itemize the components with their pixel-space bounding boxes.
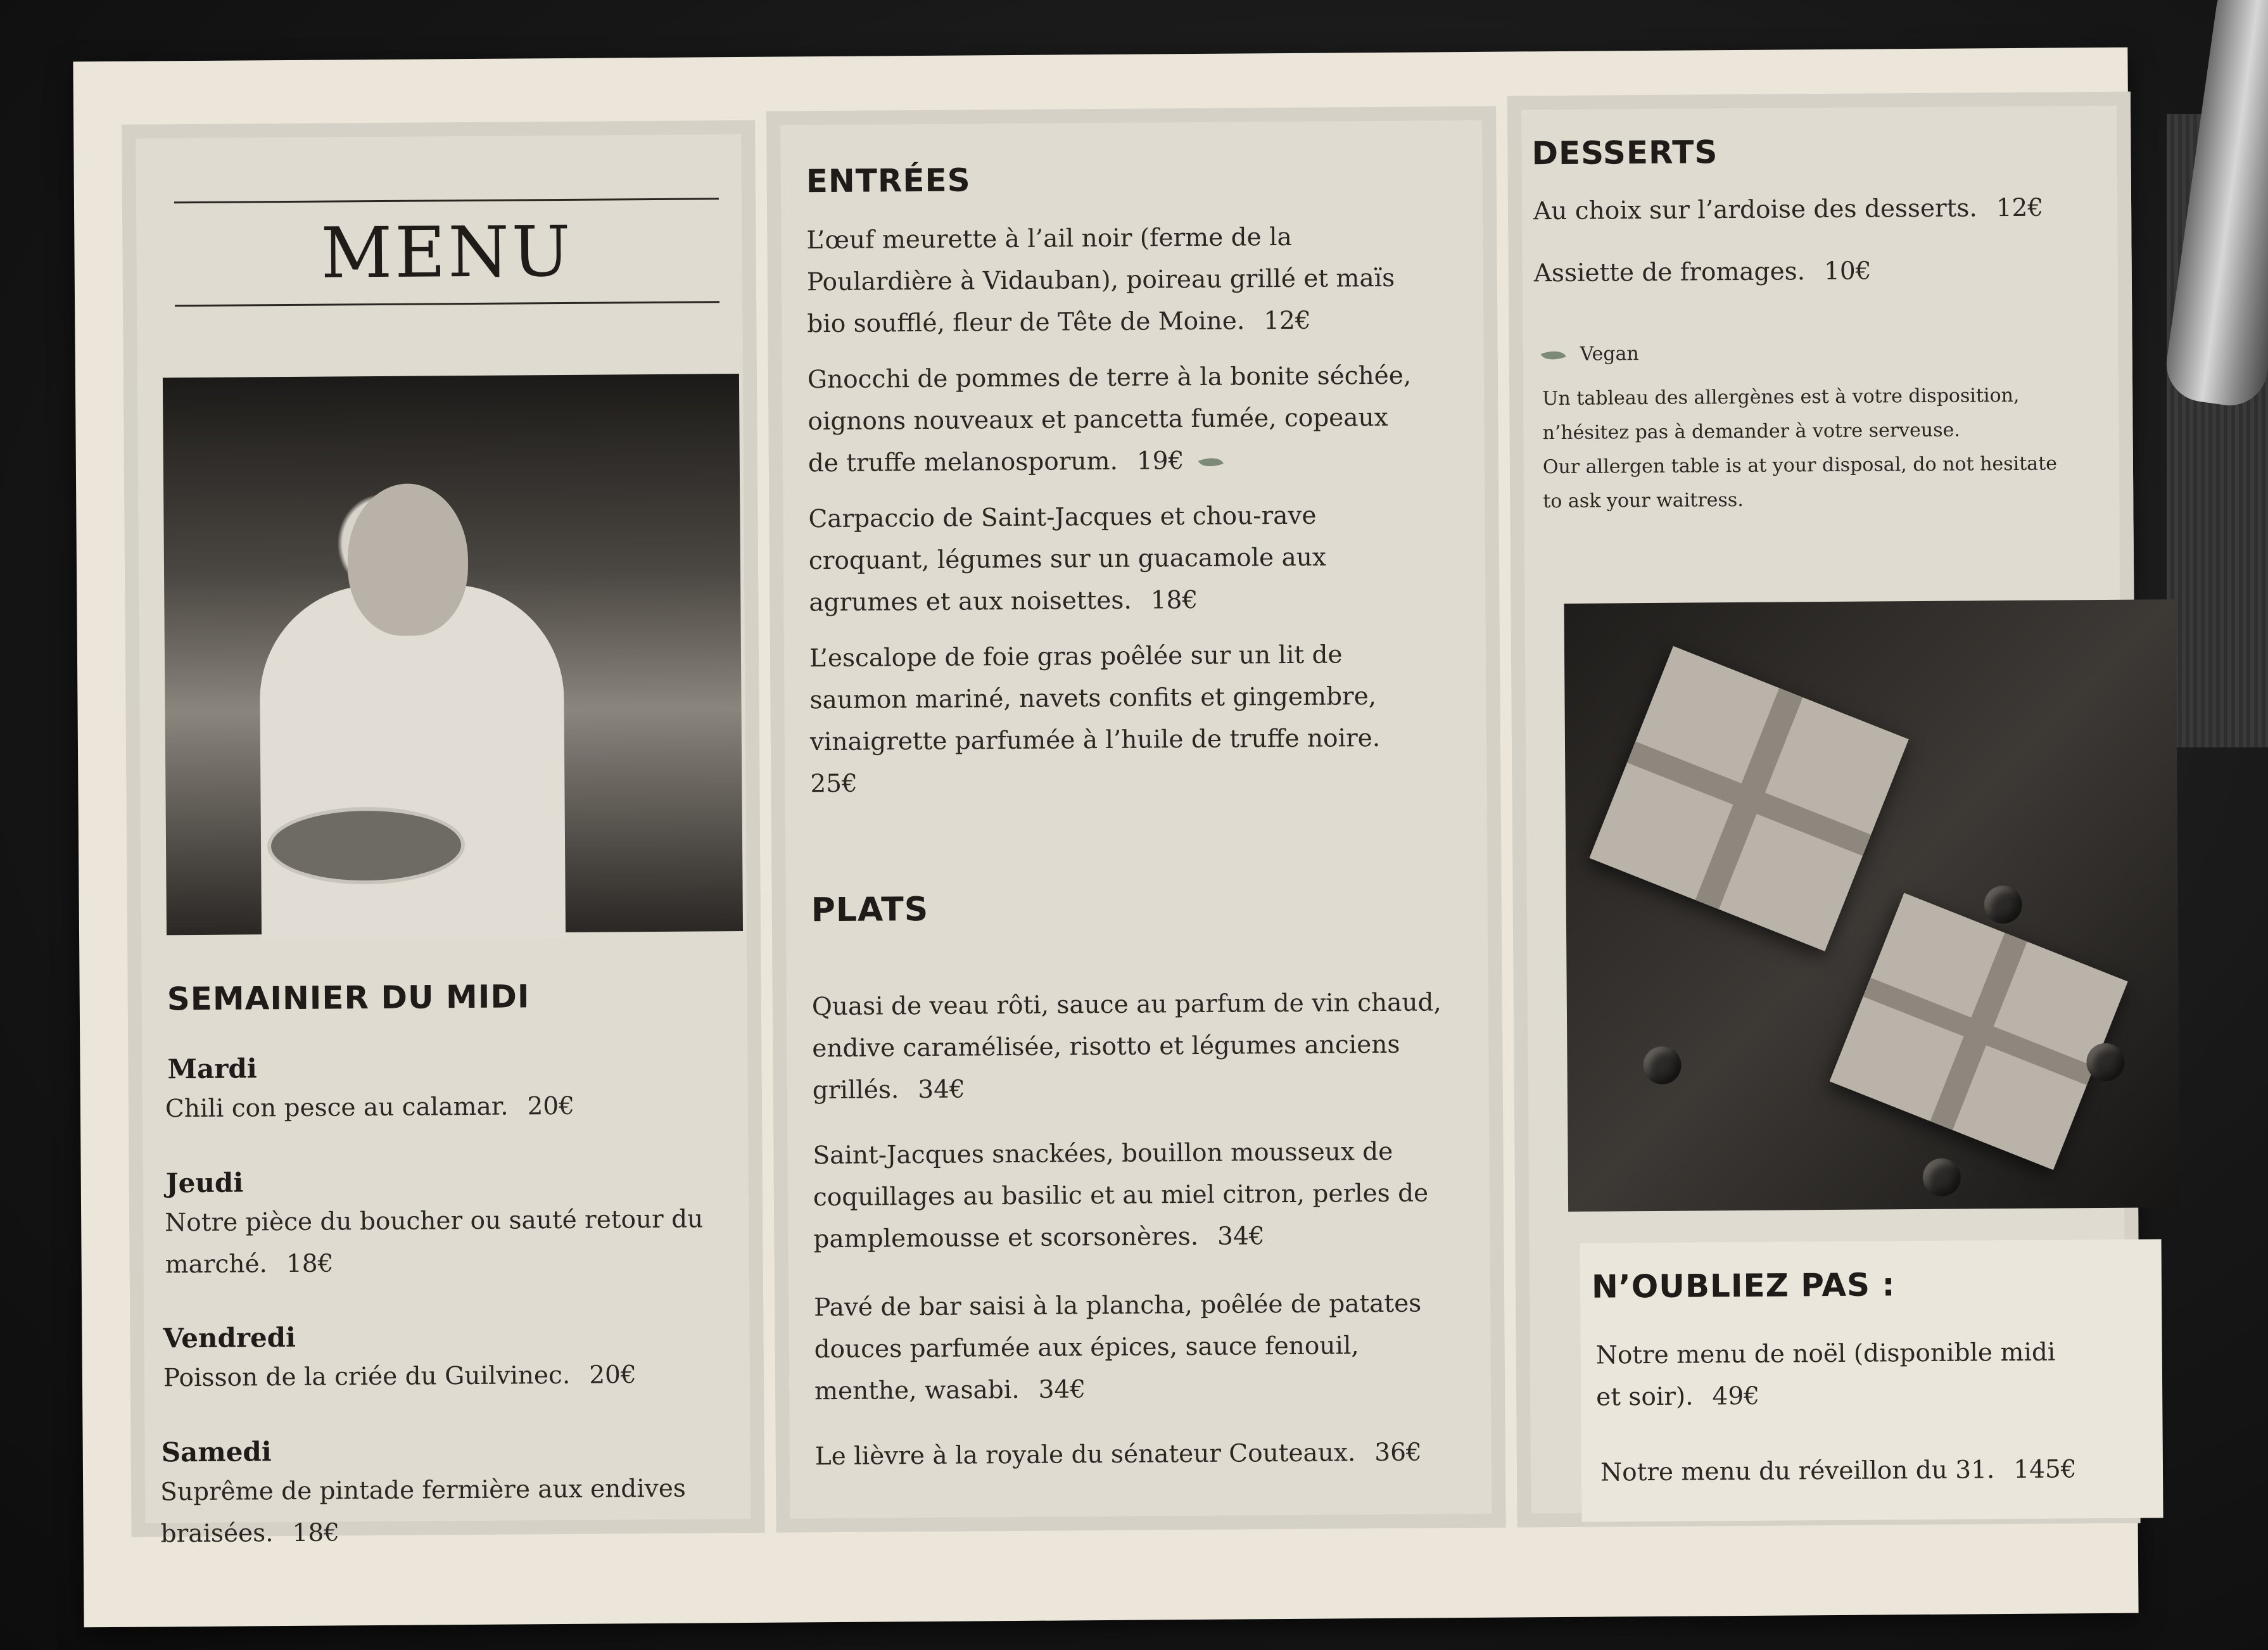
dish-price: 25€	[810, 769, 858, 799]
ornament	[2086, 1043, 2124, 1081]
entree-item: L’escalope de foie gras poêlée sur un lit de saumon mariné, navets confits et gingembre, vinaigrette parfumée à l’huile de truffe noire. 25€	[809, 640, 1381, 799]
dish-price: 34€	[918, 1075, 965, 1105]
dish-price: 145€	[2013, 1455, 2077, 1485]
middle-column	[766, 106, 1506, 1533]
gift-box	[1589, 646, 1908, 951]
reminder-title: N’OUBLIEZ PAS :	[1591, 1266, 1896, 1305]
vegan-leaf-icon	[1541, 346, 1566, 364]
dish-price: 12€	[1996, 193, 2044, 223]
dessert-item: Assiette de fromages. 10€	[1533, 257, 1872, 288]
day-dish: Notre pièce du boucher ou sauté retour du marché. 18€	[165, 1205, 704, 1279]
day-label: Vendredi	[163, 1321, 296, 1354]
vegan-legend: Vegan	[1542, 337, 1639, 372]
menu-sheet	[73, 48, 2138, 1628]
dish-price: 20€	[589, 1361, 637, 1390]
chef-body	[259, 584, 566, 941]
dish-price: 36€	[1374, 1438, 1422, 1468]
ornament	[1923, 1158, 1961, 1196]
gift-box	[1830, 893, 2128, 1170]
dish-price: 18€	[286, 1249, 334, 1279]
semainier-title: SEMAINIER DU MIDI	[167, 978, 530, 1018]
chef-photo	[163, 374, 743, 935]
day-dish: Poisson de la criée du Guilvinec. 20€	[163, 1361, 637, 1393]
dish-price: 34€	[1217, 1222, 1265, 1251]
chef-head	[347, 483, 469, 636]
day-dish: Suprême de pintade fermière aux endives braisées. 18€	[160, 1474, 687, 1549]
day-dish: Chili con pesce au calamar. 20€	[165, 1091, 575, 1124]
day-label: Jeudi	[165, 1167, 244, 1199]
desserts-title: DESSERTS	[1531, 134, 1718, 172]
reminder-item: Notre menu de noël (disponible midi et soir). 49€	[1595, 1338, 2056, 1412]
allergen-notice: Un tableau des allergènes est à votre disposition, n’hésitez pas à demander à votre serveuse. Our allergen table is at your disposal, do not hesitate to ask your waitress.	[1542, 384, 2058, 513]
plat-item: Quasi de veau rôti, sauce au parfum de vin chaud, endive caramélisée, risotto et légumes anciens grillés. 34€	[811, 988, 1442, 1105]
plat-item: Pavé de bar saisi à la plancha, poêlée de patates douces parfumée aux épices, sauce fenouil, menthe, wasabi. 34€	[814, 1289, 1422, 1406]
reminder-item: Notre menu du réveillon du 31. 145€	[1600, 1455, 2077, 1487]
dish-price: 49€	[1712, 1381, 1760, 1411]
entree-item: L’œuf meurette à l’ail noir (ferme de la Poulardière à Vidauban), poireau grillé et maïs bio soufflé, fleur de Tête de Moine. 12€	[806, 222, 1395, 339]
plat-item: Le lièvre à la royale du sénateur Couteaux. 36€	[814, 1438, 1422, 1471]
right-column	[1507, 92, 2141, 1528]
day-label: Mardi	[167, 1053, 257, 1085]
menu-title: MENU	[320, 210, 573, 294]
dish-price: 18€	[1150, 585, 1198, 615]
menu-title-box	[174, 198, 719, 307]
dish-price: 20€	[527, 1091, 575, 1121]
ornament	[1984, 885, 2022, 923]
plats-title: PLATS	[811, 890, 929, 930]
dish-price: 34€	[1038, 1375, 1086, 1404]
dessert-item: Au choix sur l’ardoise des desserts. 12€	[1533, 193, 2044, 226]
dish-price: 19€	[1136, 447, 1184, 476]
reminder-box	[1580, 1239, 2163, 1521]
dish-price: 18€	[292, 1518, 340, 1547]
vegan-leaf-icon	[1198, 453, 1223, 471]
entree-item: Gnocchi de pommes de terre à la bonite séchée, oignons nouveaux et pancetta fumée, copeaux de truffe melanosporum. 19€	[807, 361, 1412, 478]
dish-price: 12€	[1264, 306, 1311, 336]
entrees-title: ENTRÉES	[806, 162, 971, 200]
entree-item: Carpaccio de Saint-Jacques et chou-rave croquant, légumes sur un guacamole aux agrumes et aux noisettes. 18€	[808, 501, 1327, 618]
dish-price: 10€	[1823, 257, 1872, 286]
gifts-photo	[1564, 599, 2180, 1212]
day-label: Samedi	[161, 1436, 272, 1468]
plat-item: Saint-Jacques snackées, bouillon mousseux de coquillages au basilic et au miel citron, perles de pamplemousse et scorsonères. 34€	[813, 1137, 1429, 1254]
left-column	[122, 120, 765, 1549]
ornament	[1643, 1046, 1681, 1084]
